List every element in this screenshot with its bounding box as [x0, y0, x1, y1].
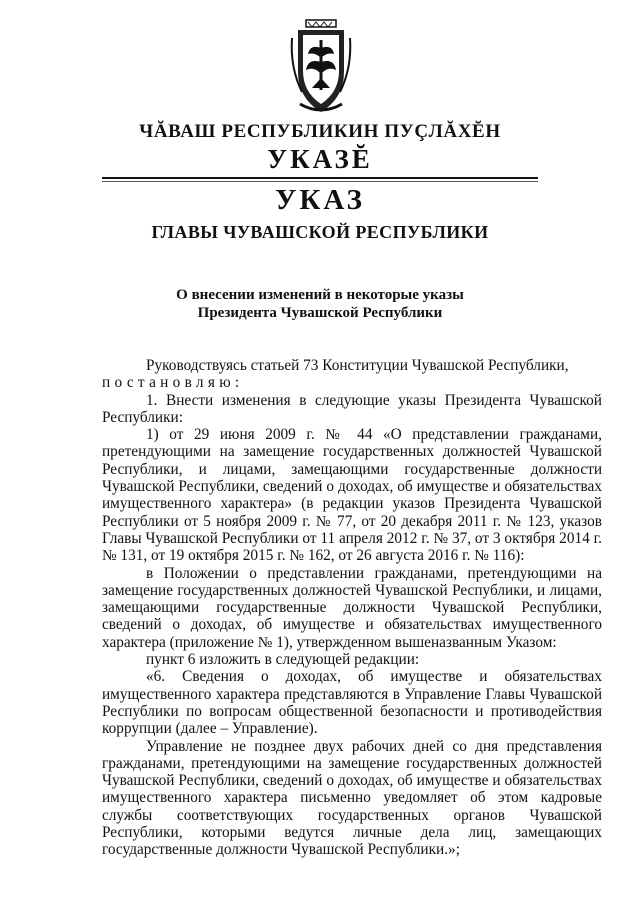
postanovlyayu-text: постановляю:: [102, 374, 244, 392]
document-body: [102, 357, 602, 859]
item-1-paragraph: 1. Внести изменения в следующие указы Президента Чувашской Республики:: [102, 391, 602, 426]
document-title-line1: О внесении изменений в некоторые указы: [176, 287, 464, 303]
header-divider-thin: [102, 181, 538, 182]
glavy-heading: ГЛАВЫ ЧУВАШСКОЙ РЕСПУБЛИКИ: [151, 222, 489, 242]
quote-6-paragraph: «6. Сведения о доходах, об имуществе и обязательствах имущественного характера представляются в Управление Главы Чувашской Республики по вопросам общественной безопасности и противодействия коррупции (далее – Управление).: [102, 668, 602, 738]
subitem-1-paragraph: 1) от 29 июня 2009 г. № 44 «О представлении гражданами, претендующими на замещение государственных должностей Чувашской Республики, и лицами, замещающими государственные должности Чувашской Республики, сведений о доходах, об имуществе и обязательствах имущественного характера» (в редакции указов Президента Чувашской Республики от 5 ноября 2009 г. № 77, от 20 декабря 2011 г. № 123, указов Главы Чувашской Республики от 11 апреля 2012 г. № 37, от 3 октября 2014 г. № 131, от 19 октября 2015 г. № 162, от 26 августа 2016 г. № 116):: [102, 426, 602, 565]
header-divider: [102, 177, 538, 179]
ukaze-heading: УКАЗĔ: [267, 144, 373, 174]
chuvash-header: ЧĂВАШ РЕСПУБЛИКИН ПУÇЛĂХĔН: [139, 121, 501, 142]
polozhenie-paragraph: в Положении о представлении гражданами, претендующими на замещение государственных должностей Чувашской Республики, и лицами, замещающими государственные должности Чувашской Республики, сведений о доходах, об имуществе и обязательствах имущественного характера (приложение № 1), утвержденном вышеназванным Указом:: [102, 564, 602, 651]
punkt-6-paragraph: пункт 6 изложить в следующей редакции:: [146, 651, 420, 669]
chuvash-emblem-icon: [288, 18, 354, 118]
document-title-line2: Президента Чувашской Республики: [197, 305, 443, 321]
ukaz-heading: УКАЗ: [275, 184, 365, 216]
intro-paragraph: Руководствуясь статьей 73 Конституции Чувашской Республики,: [146, 357, 569, 374]
upravlenie-paragraph: Управление не позднее двух рабочих дней со дня представления гражданами, претендующими на замещение государственных должностей Чувашской Республики, сведений о доходах, об имуществе и обязательствах имущественного характера письменно уведомляет об этом кадровые службы соответствующих государственных органов Чувашской Республики, которыми ведутся личные дела лиц, замещающих государственные должности Чувашской Республики.»;: [102, 737, 602, 859]
